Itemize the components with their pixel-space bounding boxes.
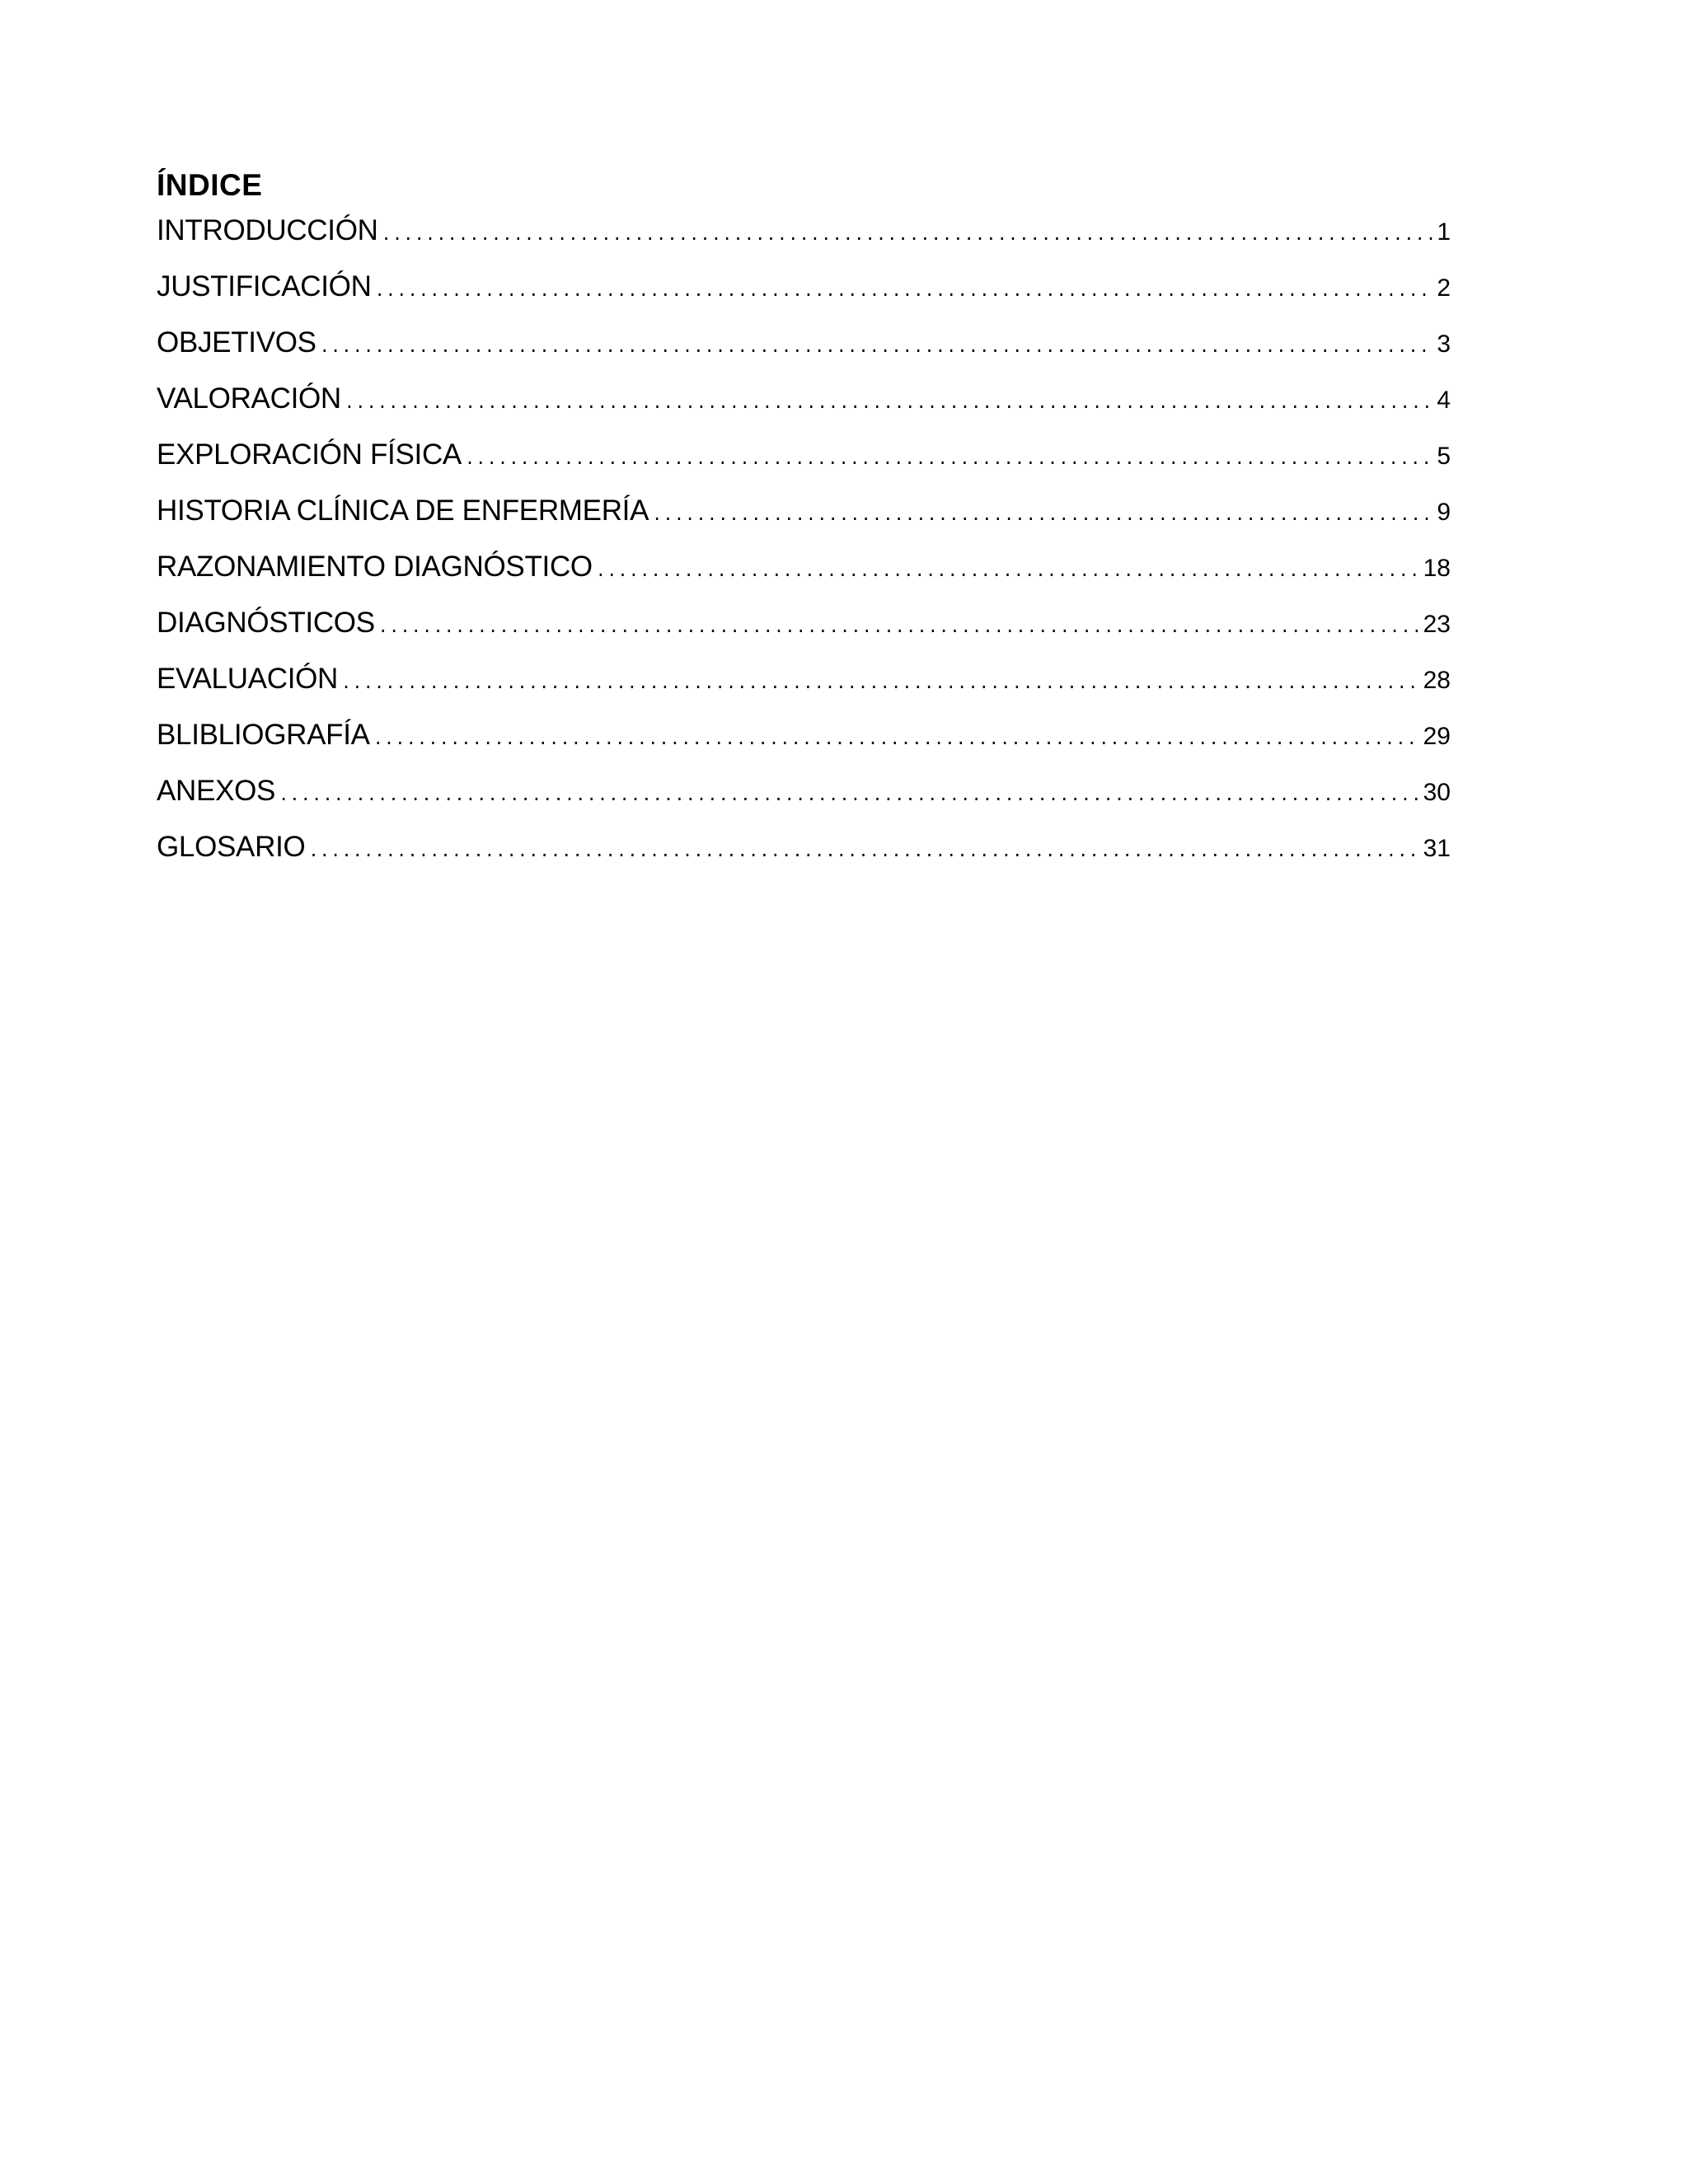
toc-entry-justificacion[interactable] — [157, 266, 1451, 322]
toc-entry-title: EXPLORACIÓN FÍSICA — [157, 438, 462, 471]
toc-entry-page: 30 — [1423, 779, 1451, 806]
table-of-contents — [157, 210, 1451, 883]
toc-entry-razonamiento-diagnostico[interactable] — [157, 546, 1451, 602]
toc-entry-title: ANEXOS — [157, 775, 276, 807]
toc-entry-title: OBJETIVOS — [157, 326, 316, 359]
toc-heading: ÍNDICE — [157, 168, 263, 202]
toc-dot-leader — [308, 830, 1419, 871]
toc-entry-page: 31 — [1423, 835, 1451, 862]
toc-entry-title: GLOSARIO — [157, 831, 306, 863]
toc-entry-page: 9 — [1437, 499, 1451, 526]
toc-dot-leader — [320, 326, 1434, 367]
toc-entry-page: 3 — [1437, 330, 1451, 358]
toc-entry-page: 29 — [1423, 723, 1451, 750]
toc-dot-leader — [375, 269, 1434, 311]
toc-entry-page: 5 — [1437, 443, 1451, 470]
toc-entry-title: BLIBLIOGRAFÍA — [157, 719, 370, 751]
toc-entry-diagnosticos[interactable] — [157, 602, 1451, 658]
toc-entry-title: INTRODUCCIÓN — [157, 214, 378, 246]
toc-entry-page: 2 — [1437, 274, 1451, 302]
toc-dot-leader — [373, 718, 1420, 759]
toc-entry-page: 23 — [1423, 611, 1451, 638]
toc-entry-bibliografia[interactable] — [157, 715, 1451, 771]
toc-dot-leader — [465, 438, 1433, 479]
toc-dot-leader — [652, 494, 1433, 535]
toc-dot-leader — [341, 662, 1420, 703]
toc-entry-title: DIAGNÓSTICOS — [157, 607, 375, 639]
toc-entry-glosario[interactable] — [157, 827, 1451, 883]
toc-entry-page: 1 — [1437, 218, 1451, 246]
toc-entry-page: 4 — [1437, 387, 1451, 414]
toc-entry-page: 28 — [1423, 667, 1451, 694]
toc-entry-title: VALORACIÓN — [157, 382, 341, 415]
toc-entry-objetivos[interactable] — [157, 322, 1451, 378]
toc-entry-title: HISTORIA CLÍNICA DE ENFERMERÍA — [157, 494, 649, 527]
toc-entry-historia-clinica[interactable] — [157, 490, 1451, 546]
toc-dot-leader — [378, 606, 1420, 647]
toc-dot-leader — [345, 382, 1433, 423]
toc-dot-leader — [279, 774, 1420, 815]
toc-entry-valoracion[interactable] — [157, 378, 1451, 434]
toc-entry-exploracion-fisica[interactable] — [157, 434, 1451, 490]
toc-entry-evaluacion[interactable] — [157, 658, 1451, 715]
toc-entry-title: RAZONAMIENTO DIAGNÓSTICO — [157, 551, 593, 583]
toc-entry-title: JUSTIFICACIÓN — [157, 270, 372, 302]
toc-entry-title: EVALUACIÓN — [157, 663, 339, 695]
toc-dot-leader — [596, 550, 1420, 591]
toc-dot-leader — [382, 213, 1434, 255]
toc-entry-introduccion[interactable] — [157, 210, 1451, 266]
toc-entry-page: 18 — [1423, 555, 1451, 582]
toc-entry-anexos[interactable] — [157, 771, 1451, 827]
